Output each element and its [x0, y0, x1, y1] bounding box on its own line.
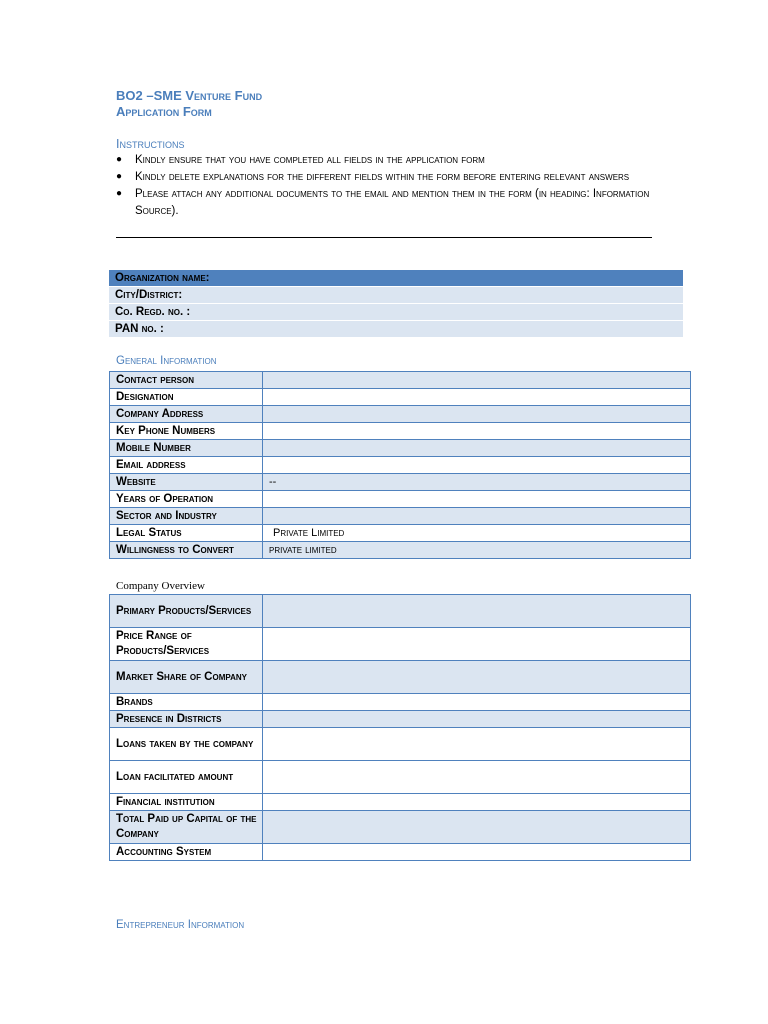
- table-row: [110, 423, 691, 440]
- field-label: Designation: [110, 389, 263, 406]
- field-value[interactable]: private limited: [263, 542, 691, 559]
- company-registration-field[interactable]: Co. Regd. no. :: [109, 304, 683, 321]
- field-label: Company Address: [110, 406, 263, 423]
- field-label: Sector and Industry: [110, 508, 263, 525]
- field-value[interactable]: [263, 595, 691, 628]
- table-row: [110, 457, 691, 474]
- table-row: [110, 794, 691, 811]
- table-row: [110, 542, 691, 559]
- bullet-icon: ●: [116, 171, 123, 182]
- instruction-text: Kindly delete explanations for the different fields within the form before entering relevant answers: [135, 171, 630, 183]
- city-district-field[interactable]: City/District:: [109, 287, 683, 304]
- field-label: Website: [110, 474, 263, 491]
- organization-table: [109, 270, 683, 338]
- field-value[interactable]: [263, 811, 691, 844]
- table-row: [110, 628, 691, 661]
- field-label: Email address: [110, 457, 263, 474]
- field-value[interactable]: [263, 711, 691, 728]
- instruction-item: [116, 152, 652, 169]
- instructions-heading: Instructions: [116, 137, 185, 151]
- table-row: [110, 761, 691, 794]
- field-value[interactable]: --: [263, 474, 691, 491]
- field-label: Contact person: [110, 372, 263, 389]
- company-overview-heading: Company Overview: [116, 580, 205, 592]
- table-row: [110, 728, 691, 761]
- instruction-text: Kindly ensure that you have completed all fields in the application form: [135, 154, 485, 166]
- field-label: Key Phone Numbers: [110, 423, 263, 440]
- field-label: Years of Operation: [110, 491, 263, 508]
- form-title: BO2 –SME Venture Fund: [116, 88, 263, 103]
- field-label: Market Share of Company: [110, 661, 263, 694]
- field-value[interactable]: [263, 491, 691, 508]
- table-row: [110, 406, 691, 423]
- table-row: [110, 844, 691, 861]
- field-value[interactable]: [263, 440, 691, 457]
- organization-name-field[interactable]: Organization name:: [109, 270, 683, 287]
- field-value[interactable]: [263, 372, 691, 389]
- table-row: [110, 811, 691, 844]
- table-row: [110, 491, 691, 508]
- field-label: Price Range of Products/Services: [110, 628, 263, 661]
- instruction-item: [116, 186, 652, 219]
- field-value[interactable]: [263, 761, 691, 794]
- general-information-heading: General Information: [116, 355, 217, 367]
- field-label: Loans taken by the company: [110, 728, 263, 761]
- field-label: Willingness to Convert: [110, 542, 263, 559]
- field-label: Financial institution: [110, 794, 263, 811]
- table-row: [110, 389, 691, 406]
- table-row: [110, 372, 691, 389]
- table-row: [110, 525, 691, 542]
- instructions-list: [116, 152, 652, 220]
- bullet-icon: ●: [116, 188, 123, 199]
- field-label: Presence in Districts: [110, 711, 263, 728]
- table-row: [110, 595, 691, 628]
- field-value[interactable]: [263, 844, 691, 861]
- field-value[interactable]: [263, 508, 691, 525]
- field-value[interactable]: [263, 423, 691, 440]
- field-value[interactable]: [263, 406, 691, 423]
- instructions-divider: [116, 237, 652, 238]
- form-subtitle: Application Form: [116, 104, 212, 119]
- field-value[interactable]: Private Limited: [263, 525, 691, 542]
- field-value[interactable]: [263, 794, 691, 811]
- entrepreneur-information-heading: Entrepreneur Information: [116, 919, 245, 931]
- table-row: [110, 711, 691, 728]
- field-value[interactable]: [263, 389, 691, 406]
- table-row: [110, 440, 691, 457]
- field-value[interactable]: [263, 694, 691, 711]
- field-label: Brands: [110, 694, 263, 711]
- table-row: [110, 694, 691, 711]
- general-information-table: [109, 371, 691, 559]
- field-label: Total Paid up Capital of the Company: [110, 811, 263, 844]
- table-row: [110, 508, 691, 525]
- bullet-icon: ●: [116, 154, 123, 165]
- pan-number-field[interactable]: PAN no. :: [109, 321, 683, 338]
- field-value[interactable]: [263, 728, 691, 761]
- instruction-text: Please attach any additional documents to the email and mention them in the form (in heading: Information Source).: [135, 188, 650, 217]
- field-label: Mobile Number: [110, 440, 263, 457]
- field-value[interactable]: [263, 661, 691, 694]
- field-label: Legal Status: [110, 525, 263, 542]
- table-row: [110, 661, 691, 694]
- field-value[interactable]: [263, 628, 691, 661]
- instruction-item: [116, 169, 652, 186]
- table-row: [110, 474, 691, 491]
- field-label: Primary Products/Services: [110, 595, 263, 628]
- field-label: Accounting System: [110, 844, 263, 861]
- field-value[interactable]: [263, 457, 691, 474]
- field-label: Loan facilitated amount: [110, 761, 263, 794]
- company-overview-table: [109, 594, 691, 861]
